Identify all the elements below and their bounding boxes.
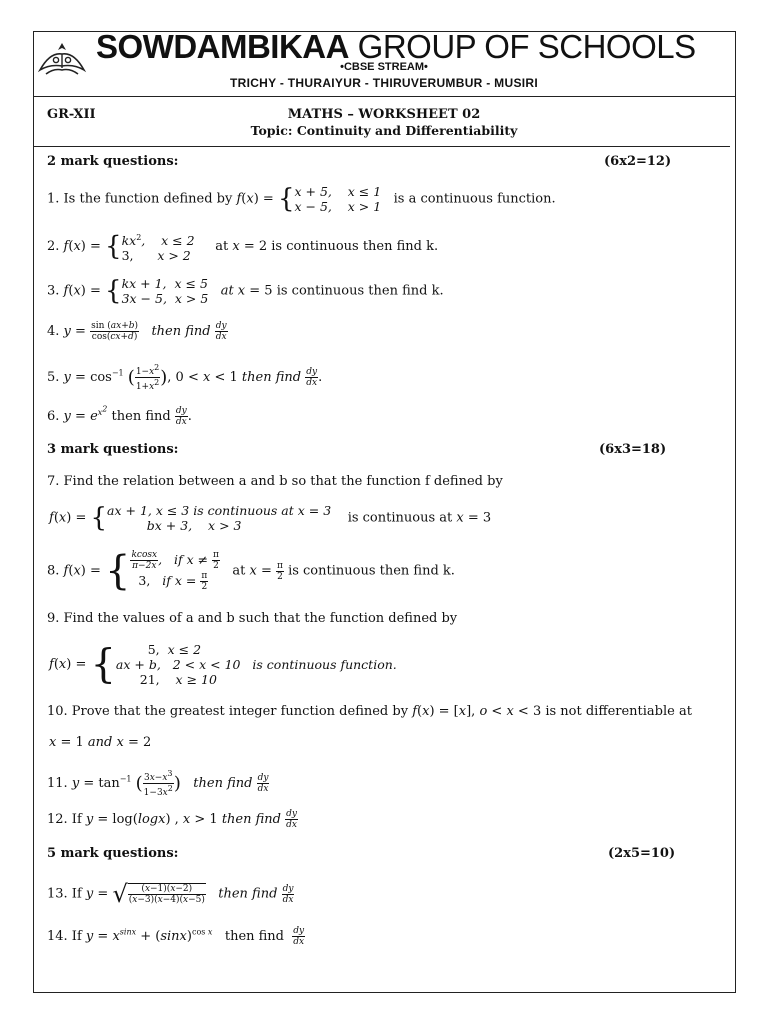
question-2: 2. $f(x) = \{kx^2$, x ≤ 2 3, x > 2 at x = 2 is continuous then find k.: [47, 231, 439, 264]
question-7: 7. Find the relation between a and b so that the function f defined by: [47, 474, 503, 489]
section-five-mark: 5 mark questions:: [47, 846, 179, 861]
question-5: 5. $y = \cos^{-1}$ ( $\frac{1-x^2}{1+x^2}$ ), 0 < x < 1 then find $\frac{dy}{dx}$ .: [47, 363, 323, 392]
grade-label: GR-XII: [47, 107, 96, 122]
question-11: 11. $y = \tan^{-1}$ ( $\frac{3x-x^3}{1-3x^2}$ ) then find $\frac{dy}{dx}$: [47, 769, 269, 798]
section-three-mark: 3 mark questions:: [47, 442, 179, 457]
school-name-rest: GROUP OF SCHOOLS: [357, 28, 696, 65]
worksheet-title: MATHS – WORKSHEET 02: [287, 107, 481, 122]
school-name-bold: SOWDAMBIKAA: [96, 28, 349, 65]
cbse-stream: •CBSE STREAM•: [340, 61, 428, 73]
section-two-mark: 2 mark questions:: [47, 154, 179, 169]
section-five-mark-total: (2x5=10): [608, 846, 676, 861]
school-logo-icon: [36, 40, 88, 80]
question-13: 13. If y = √ $\frac{(x-1)(x-2)}{(x-3)(x-4)(x-5)}$ then find $\frac{dy}{dx}$: [47, 880, 294, 908]
question-9-function: f(x) = { 5, x ≤ 2 ax + b, 2 < x < 10 is continuous function. 21, x ≥ 10: [49, 641, 397, 688]
question-14: 14. If $y = x^{sinx} + (\sin x)^{cos x}$ then find $\frac{dy}{dx}$: [47, 926, 305, 947]
worksheet-topic: Topic: Continuity and Differentiability: [250, 123, 518, 138]
question-12: 12. If y = log(logx) , x > 1 then find $\frac{dy}{dx}$: [47, 809, 297, 830]
question-8: 8. f(x) = { $\frac{kcosx}{\pi-2x}$ , if x ≠ $\frac{\pi}{2}$ 3, if x = $\frac{\pi}{2}$ at x = $\frac{\pi}{2}$ is continuous then find k.: [47, 548, 455, 594]
question-7-function: f(x) = {ax + 1, x ≤ 3 is continuous at x = 3 bx + 3, x > 3 is continuous at x = 3: [49, 503, 492, 533]
section-three-mark-total: (6x3=18): [599, 442, 667, 457]
question-4: 4. y = $\frac{\sin (ax+b)}{\cos(cx+d)}$ then find $\frac{dy}{dx}$: [47, 321, 227, 342]
question-3: 3. f(x) = {kx + 1, x ≤ 5 3x − 5, x > 5 at x = 5 is continuous then find k.: [47, 276, 444, 306]
question-6: 6. $y = e^{x^2}$ then find $\frac{dy}{dx}$ .: [47, 404, 192, 427]
branch-list: TRICHY - THURAIYUR - THIRUVERUMBUR - MUSIRI: [229, 76, 538, 90]
question-10-points: x = 1 and x = 2: [49, 735, 152, 750]
section-two-mark-total: (6x2=12): [604, 154, 672, 169]
question-9: 9. Find the values of a and b such that the function defined by: [47, 611, 458, 626]
question-10: 10. Prove that the greatest integer function defined by f(x) = [x], o < x < 3 is not differentiable at: [47, 704, 692, 719]
divider: [33, 146, 730, 147]
question-1: 1. Is the function defined by f(x) = {x + 5, x ≤ 1 x − 5, x > 1 is a continuous function.: [47, 184, 556, 214]
